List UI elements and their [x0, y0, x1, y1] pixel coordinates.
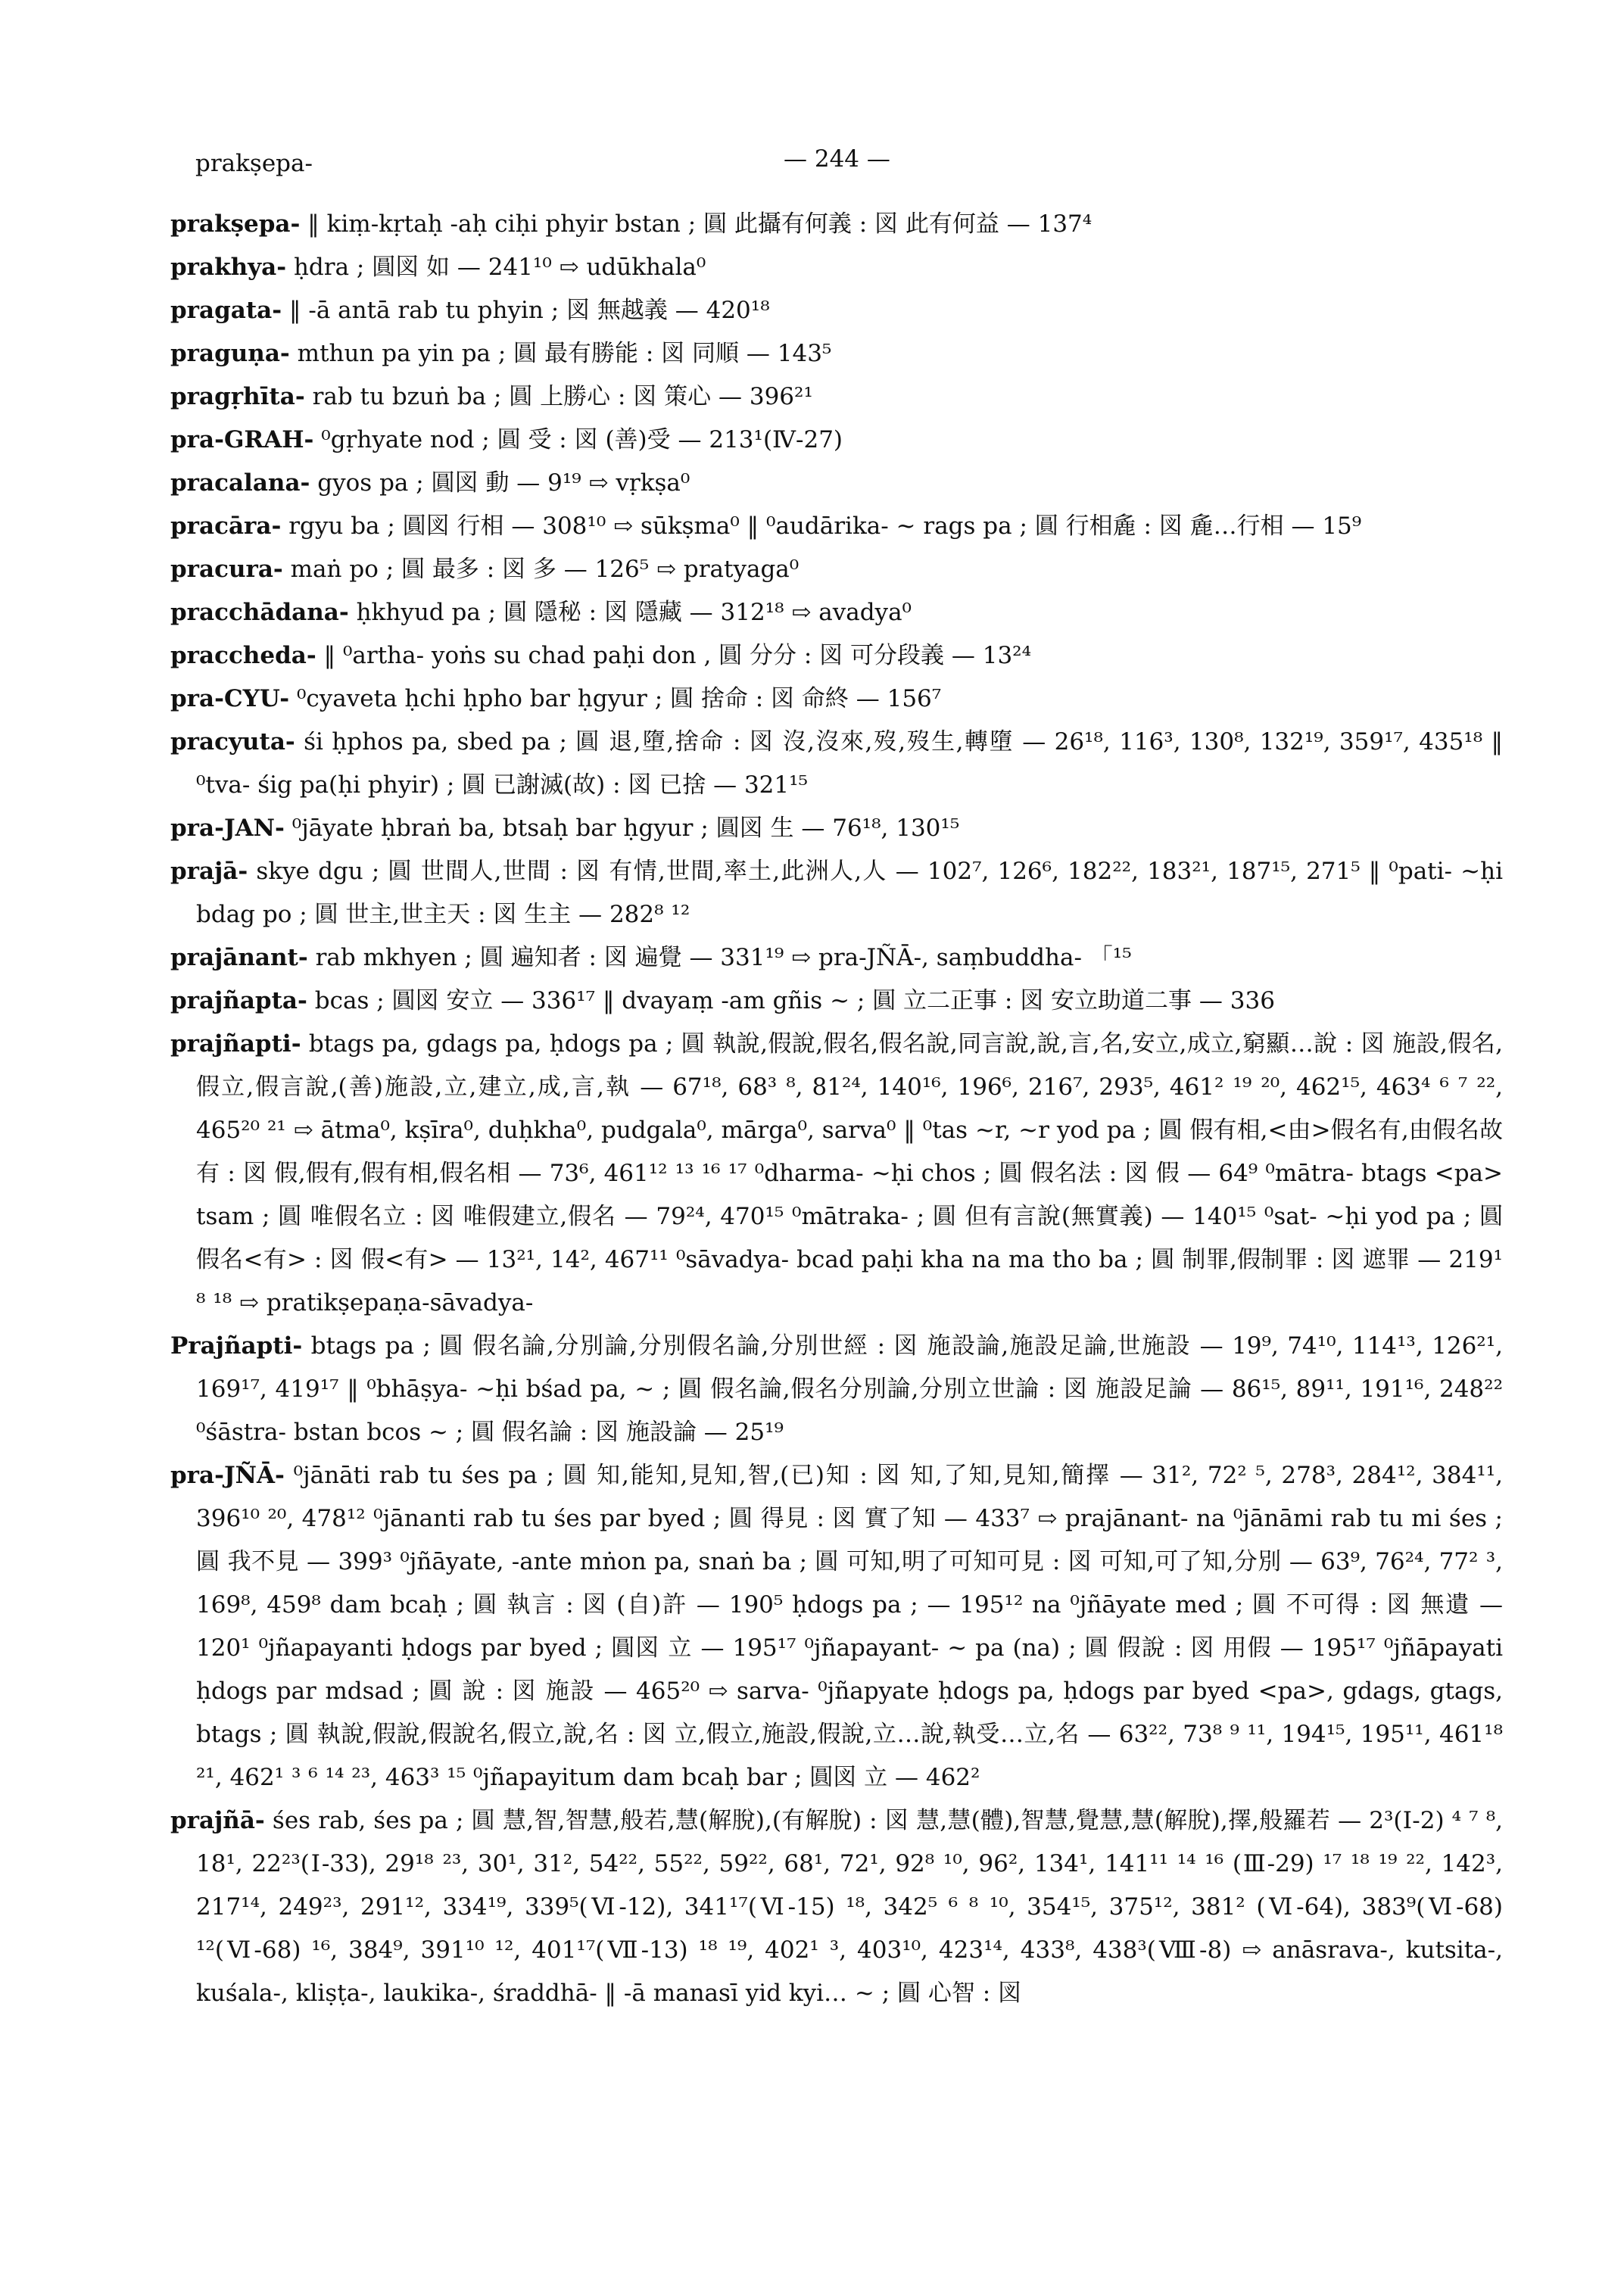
entry: [170, 807, 1503, 850]
entry-body: ⁰cyaveta ḥchi ḥpho bar ḥgyur ; 圓 捨命 : 図 命終 — 156⁷: [296, 685, 942, 712]
entry-body: gyos pa ; 圓図 動 — 9¹⁹ ⇨ vṛkṣa⁰: [317, 469, 690, 497]
entry-body: ⁰jāyate ḥbraṅ ba, btsaḥ bar ḥgyur ; 圓図 生 — 76¹⁸, 130¹⁵: [291, 815, 960, 842]
entry-body: rgyu ba ; 圓図 行相 — 308¹⁰ ⇨ sūkṣma⁰ ‖ ⁰audārika- ~ rags pa ; 圓 行相麁 : 図 麁…行相 — 15⁹: [288, 512, 1362, 540]
headword: pra-CYU-: [170, 685, 290, 712]
entry: [170, 462, 1503, 505]
entry: [170, 721, 1503, 807]
headword: prajānant-: [170, 944, 308, 971]
headword: pracyuta-: [170, 728, 295, 756]
entry: [170, 548, 1503, 591]
entry: [170, 246, 1503, 289]
entry-body: śi ḥphos pa, sbed pa ; 圓 退,墮,捨命 : 図 沒,沒來,歿,歿生,轉墮 — 26¹⁸, 116³, 130⁸, 132¹⁹, 359¹⁷, 435¹⁸ ‖ ⁰tva- śig pa(ḥi phyir) ; 圓 已謝滅(故) : 図 已捨 — 321¹⁵: [196, 728, 1503, 799]
entry-body: ḥdra ; 圓図 如 — 241¹⁰ ⇨ udūkhala⁰: [293, 254, 706, 281]
headword: pragṛhīta-: [170, 383, 305, 410]
entry-body: btags pa ; 圓 假名論,分別論,分別假名論,分別世經 : 図 施設論,施設足論,世施設 — 19⁹, 74¹⁰, 114¹³, 126²¹, 169¹⁷, 419¹⁷ ‖ ⁰bhāṣya- ~ḥi bśad pa, ~ ; 圓 假名論,假名分別論,分別立世論 : 図 施設足論 — 86¹⁵, 89¹¹, 191¹⁶, 248²² ⁰śāstra- bstan bcos ~ ; 圓 假名論 : 図 施設論 — 25¹⁹: [196, 1332, 1503, 1446]
headword: pra-GRAH-: [170, 426, 314, 453]
headword: praccheda-: [170, 642, 316, 669]
running-head: prakṣepa-: [195, 150, 313, 177]
headword: pracalana-: [170, 469, 310, 497]
entry-body: skye dgu ; 圓 世間人,世間 : 図 有情,世間,率土,此洲人,人 — 102⁷, 126⁶, 182²², 183²¹, 187¹⁵, 271⁵ ‖ ⁰pati- ~ḥi bdag po ; 圓 世主,世主天 : 図 生主 — 282⁸ ¹²: [196, 858, 1504, 928]
entry: [170, 203, 1503, 246]
entry: [170, 678, 1503, 721]
headword: pracchādana-: [170, 599, 349, 626]
entry-body: mthun pa yin pa ; 圓 最有勝能 : 図 同順 — 143⁵: [297, 340, 832, 367]
headword: pra-JÑĀ-: [170, 1462, 285, 1489]
headword: pracāra-: [170, 512, 282, 540]
headword: prajñapta-: [170, 987, 307, 1014]
entry-body: ‖ ⁰artha- yoṅs su chad paḥi don , 圓 分分 : 図 可分段義 — 13²⁴: [323, 642, 1032, 669]
entry-body: bcas ; 圓図 安立 — 336¹⁷ ‖ dvayaṃ -am gñis ~ ; 圓 立二正事 : 図 安立助道二事 — 336: [314, 987, 1275, 1014]
entry-body: ‖ -ā antā rab tu phyin ; 図 無越義 — 420¹⁸: [289, 297, 770, 324]
headword: prakṣepa-: [170, 210, 301, 238]
entry-body: ⁰gṛhyate nod ; 圓 受 : 図 (善)受 — 213¹(Ⅳ-27): [321, 426, 843, 453]
entry: [170, 591, 1503, 634]
headword: pracura-: [170, 556, 283, 583]
headword: prakhya-: [170, 254, 287, 281]
headword: pra-JAN-: [170, 815, 285, 842]
entry: [170, 1799, 1503, 2015]
entry: [170, 634, 1503, 678]
entry: [170, 332, 1503, 375]
entry: [170, 850, 1503, 936]
entry-body: maṅ po ; 圓 最多 : 図 多 — 126⁵ ⇨ pratyaga⁰: [290, 556, 800, 583]
entry: [170, 936, 1503, 980]
headword: prajñā-: [170, 1807, 265, 1834]
entry-body: ‖ kiṃ-kṛtaḥ -aḥ ciḥi phyir bstan ; 圓 此攝有何義 : 図 此有何益 — 137⁴: [307, 210, 1093, 238]
entry-body: ḥkhyud pa ; 圓 隱秘 : 図 隱藏 — 312¹⁸ ⇨ avadya⁰: [356, 599, 912, 626]
entry: [170, 505, 1503, 548]
headword: pragata-: [170, 297, 282, 324]
headword: praguṇa-: [170, 340, 290, 367]
entry-body: ⁰jānāti rab tu śes pa ; 圓 知,能知,見知,智,(已)知 : 図 知,了知,見知,簡擇 — 31², 72² ⁵, 278³, 284¹², 384¹¹, 396¹⁰ ²⁰, 478¹² ⁰jānanti rab tu śes par byed ; 圓 得見 : 図 實了知 — 433⁷ ⇨ prajānant- na ⁰jānāmi rab tu mi śes ; 圓 我不見 — 399³ ⁰jñāyate, -ante mṅon pa, snaṅ ba ; 圓 可知,明了可知可見 : 図 可知,可了知,分別 — 63⁹, 76²⁴, 77² ³, 169⁸, 459⁸ dam bcaḥ ; 圓 執言 : 図 (自)許 — 190⁵ ḥdogs pa ; — 195¹² na ⁰jñāyate med ; 圓 不可得 : 図 無遺 — 120¹ ⁰jñapayanti ḥdogs par byed ; 圓図 立 — 195¹⁷ ⁰jñapayant- ~ pa (na) ; 圓 假說 : 図 用假 — 195¹⁷ ⁰jñāpayati ḥdogs par mdsad ; 圓 說 : 図 施設 — 465²⁰ ⇨ sarva- ⁰jñapyate ḥdogs pa, ḥdogs par byed <pa>, gdags, gtags, btags ; 圓 執說,假說,假說名,假立,說,名 : 図 立,假立,施設,假說,立…說,執受…立,名 — 63²², 73⁸ ⁹ ¹¹, 194¹⁵, 195¹¹, 461¹⁸ ²¹, 462¹ ³ ⁶ ¹⁴ ²³, 463³ ¹⁵ ⁰jñapayitum dam bcaḥ bar ; 圓図 立 — 462²: [196, 1462, 1503, 1791]
entry: [170, 289, 1503, 332]
headword: Prajñapti-: [170, 1332, 303, 1360]
entry: [170, 375, 1503, 419]
entry: [170, 1023, 1503, 1325]
entry: [170, 980, 1503, 1023]
entry-body: rab mkhyen ; 圓 遍知者 : 図 遍覺 — 331¹⁹ ⇨ pra-JÑĀ-, saṃbuddha- 「¹⁵: [315, 944, 1132, 971]
entry-body: btags pa, gdags pa, ḥdogs pa ; 圓 執說,假說,假名,假名說,同言說,說,言,名,安立,成立,窮顯…說 : 図 施設,假名,假立,假言說,(善)施設,立,建立,成,言,執 — 67¹⁸, 68³ ⁸, 81²⁴, 140¹⁶, 196⁶, 216⁷, 293⁵, 461² ¹⁹ ²⁰, 462¹⁵, 463⁴ ⁶ ⁷ ²², 465²⁰ ²¹ ⇨ ātma⁰, kṣīra⁰, duḥkha⁰, pudgala⁰, mārga⁰, sarva⁰ ‖ ⁰tas ~r, ~r yod pa ; 圓 假有相,<由>假名有,由假名故有 : 図 假,假有,假有相,假名相 — 73⁶, 461¹² ¹³ ¹⁶ ¹⁷ ⁰dharma- ~ḥi chos ; 圓 假名法 : 図 假 — 64⁹ ⁰mātra- btags <pa> tsam ; 圓 唯假名立 : 図 唯假建立,假名 — 79²⁴, 470¹⁵ ⁰mātraka- ; 圓 但有言說(無實義) — 140¹⁵ ⁰sat- ~ḥi yod pa ; 圓 假名<有> : 図 假<有> — 13²¹, 14², 467¹¹ ⁰sāvadya- bcad paḥi kha na ma tho ba ; 圓 制罪,假制罪 : 図 遮罪 — 219¹ ⁸ ¹⁸ ⇨ pratikṣepaṇa-sāvadya-: [196, 1030, 1503, 1316]
entry-body: śes rab, śes pa ; 圓 慧,智,智慧,般若,慧(解脫),(有解脫) : 図 慧,慧(體),智慧,覺慧,慧(解脫),擇,般羅若 — 2³(Ⅰ-2) ⁴ ⁷ ⁸, 18¹, 22²³(Ⅰ-33), 29¹⁸ ²³, 30¹, 31², 54²², 55²², 59²², 68¹, 72¹, 92⁸ ¹⁰, 96², 134¹, 141¹¹ ¹⁴ ¹⁶ (Ⅲ-29) ¹⁷ ¹⁸ ¹⁹ ²², 142³, 217¹⁴, 249²³, 291¹², 334¹⁹, 339⁵(Ⅵ-12), 341¹⁷(Ⅵ-15) ¹⁸, 342⁵ ⁶ ⁸ ¹⁰, 354¹⁵, 375¹², 381² (Ⅵ-64), 383⁹(Ⅵ-68) ¹²(Ⅵ-68) ¹⁶, 384⁹, 391¹⁰ ¹², 401¹⁷(Ⅶ-13) ¹⁸ ¹⁹, 402¹ ³, 403¹⁰, 423¹⁴, 433⁸, 438³(Ⅷ-8) ⇨ anāsrava-, kutsita-, kuśala-, kliṣṭa-, laukika-, śraddhā- ‖ -ā manasī yid kyi… ~ ; 圓 心智 : 図: [196, 1807, 1503, 2007]
page-number: — 244 —: [784, 145, 890, 173]
entry-list: [170, 203, 1503, 2015]
entry: [170, 1325, 1503, 1454]
entry-body: rab tu bzuṅ ba ; 圓 上勝心 : 図 策心 — 396²¹: [312, 383, 813, 410]
entry: [170, 1454, 1503, 1799]
entry: [170, 419, 1503, 462]
headword: prajā-: [170, 858, 248, 885]
headword: prajñapti-: [170, 1030, 301, 1058]
